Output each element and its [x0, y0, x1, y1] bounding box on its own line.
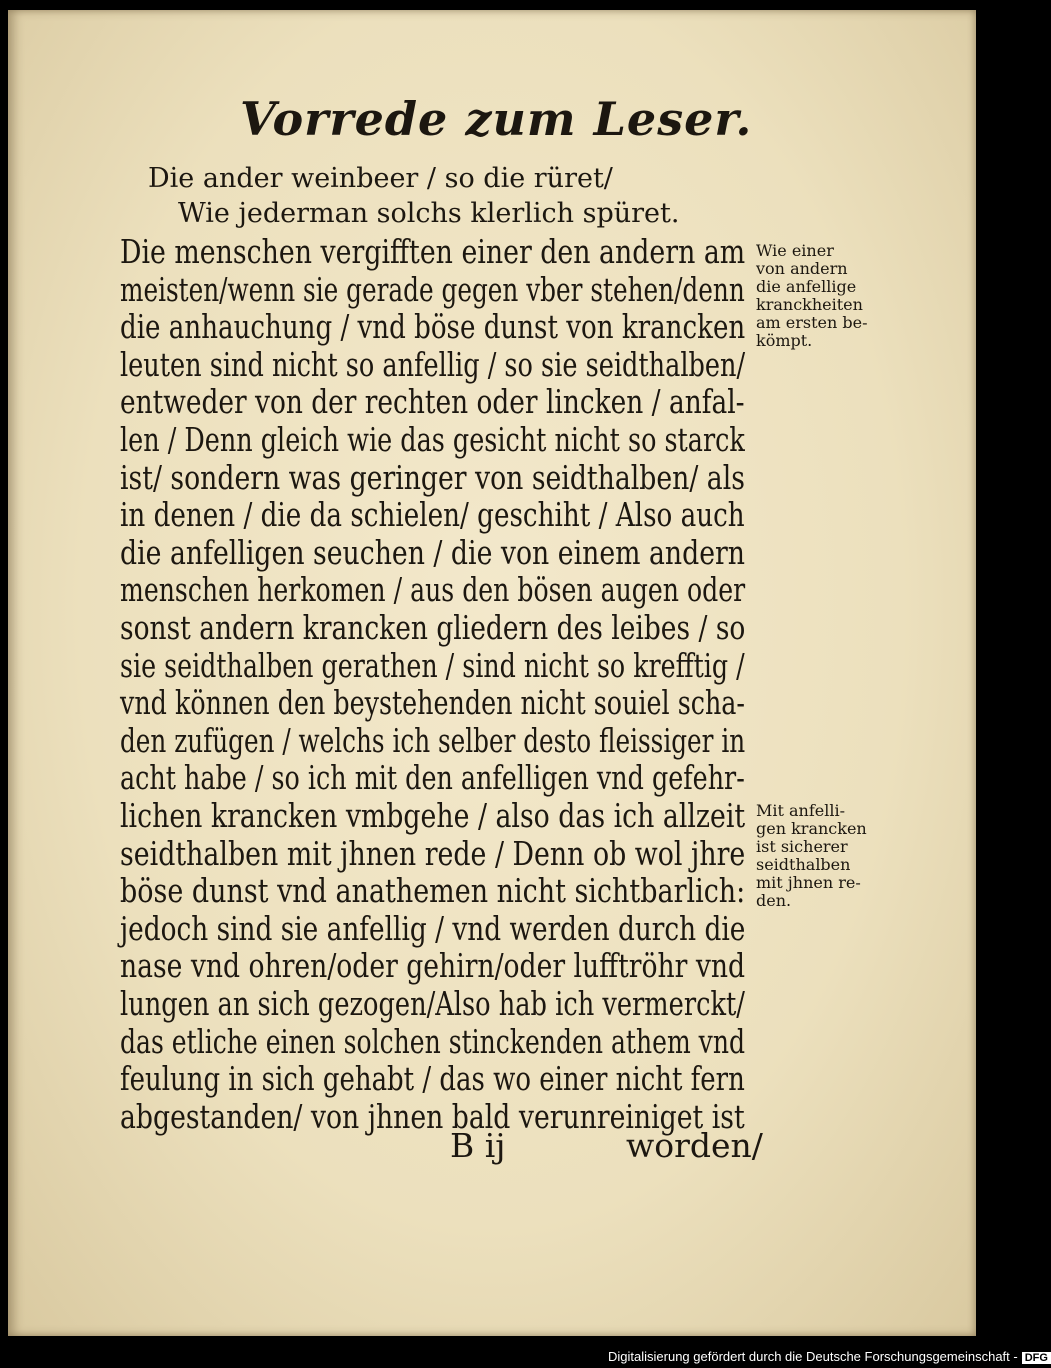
body-line: sonst andern krancken gliedern des leibes / so [120, 608, 746, 647]
footer-credit [608, 1349, 1051, 1364]
document-page [8, 10, 976, 1336]
margin-note-line: kömpt. [756, 331, 813, 350]
margin-note-line: mit jhnen re- [756, 873, 861, 892]
footer-text: Digitalisierung gefördert durch die Deutsche Forschungsgemeinschaft - [608, 1349, 1018, 1364]
margin-note-line: gen krancken [756, 819, 867, 838]
catchword: worden/ [626, 1126, 763, 1165]
body-line: die anhauchung / vnd böse dunst von krancken [120, 307, 746, 347]
body-line: nase vnd ohren/oder gehirn/oder lufftröhr vnd [120, 946, 746, 986]
margin-note-line: seidthalben [756, 855, 851, 874]
page-header: Vorrede zum Leser. [240, 92, 753, 146]
body-line: meisten/wenn sie gerade gegen vber stehen/denn [120, 269, 745, 309]
body-line: das etliche einen solchen stinckenden athem vnd [120, 1021, 746, 1061]
margin-note-line: kranckheiten [756, 295, 863, 314]
body-line: lungen an sich gezogen/Also hab ich vermerckt/ [120, 984, 745, 1023]
body-line: len / Denn gleich wie das gesicht nicht so starck [120, 420, 745, 459]
body-line: vnd können den beystehenden nicht souiel scha- [120, 683, 745, 723]
body-line: sie seidthalben gerathen / sind nicht so krefftig / [120, 645, 745, 685]
margin-note-line: Wie einer [756, 241, 834, 260]
signature-mark: B ij [450, 1126, 506, 1165]
body-line: jedoch sind sie anfellig / vnd werden durch die [120, 908, 746, 948]
body-line: den zufügen / welchs ich selber desto fleissiger in [120, 720, 746, 760]
margin-note-line: die anfellige [756, 277, 857, 296]
body-line: abgestanden/ von jhnen bald verunreiniget ist [120, 1096, 745, 1136]
margin-note-line: von andern [756, 259, 848, 278]
body-line: entweder von der rechten oder lincken / anfal- [120, 382, 745, 422]
body-line: feulung in sich gehabt / das wo einer nicht fern [120, 1059, 745, 1099]
margin-note [756, 242, 868, 350]
margin-note-line: Mit anfelli- [756, 801, 846, 820]
body-line: lichen krancken vmbgehe / also das ich allzeit [120, 796, 746, 835]
margin-note-line: den. [756, 891, 792, 910]
body-line: böse dunst vnd anathemen nicht sichtbarlich: [120, 871, 746, 911]
body-line: die anfelligen seuchen / die von einem andern [120, 532, 745, 572]
body-line: acht habe / so ich mit den anfelligen vnd gefehr- [120, 758, 745, 798]
margin-note-line: ist sicherer [756, 837, 848, 856]
body-line: ist/ sondern was geringer von seidthalben/ als [120, 457, 745, 497]
margin-note-line: am ersten be- [756, 313, 868, 332]
body-line: in denen / die da schielen/ geschiht / Also auch [120, 495, 745, 535]
body-line: menschen herkomen / aus den bösen augen oder [120, 570, 746, 610]
dfg-logo: DFG [1022, 1352, 1051, 1364]
body-line: seidthalben mit jhnen rede / Denn ob wol jhre [120, 833, 746, 873]
verse-line: Wie jederman solchs klerlich spüret. [178, 198, 680, 229]
body-line: leuten sind nicht so anfellig / so sie seidthalben/ [120, 344, 746, 384]
body-line: Die menschen vergifften einer den andern am [120, 232, 746, 271]
margin-note [756, 802, 867, 910]
verse-line: Die ander weinbeer / so die rüret/ [148, 163, 613, 194]
